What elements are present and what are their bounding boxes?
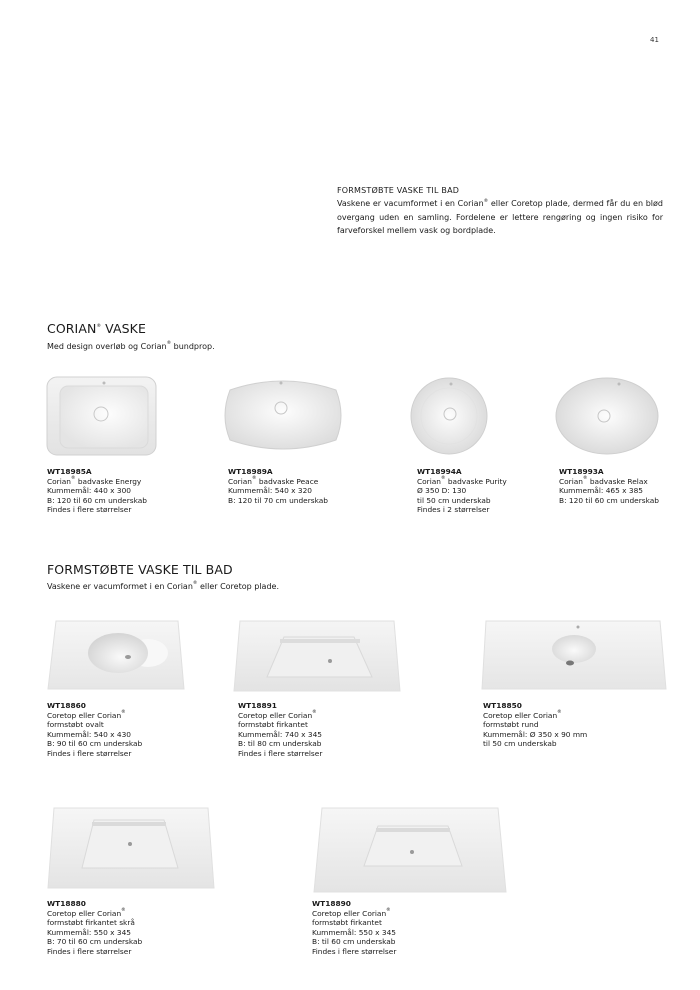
product-line: til 50 cm underskab bbox=[417, 495, 491, 505]
section2-subtitle: Vaskene er vacumformet i en Corian® eller Coretop plade. bbox=[47, 581, 279, 591]
intro-block bbox=[337, 184, 663, 238]
product-line: Kummemål: 550 x 345 bbox=[312, 927, 397, 937]
product-line: formstøbt firkantet bbox=[238, 720, 308, 730]
product-line: Ø 350 D: 130 bbox=[417, 486, 467, 496]
intro-text: Vaskene er vacumformet i en Corian® eller Coretop plade, dermed får du en blød overgang uden en samling. Fordelene er lettere rengøring og ingen risiko for farveforskel mellem vask og bordplade. bbox=[337, 198, 664, 236]
product-wt18989a bbox=[228, 467, 328, 505]
product-wt18860 bbox=[47, 701, 142, 759]
product-line: Corian® badvaske Energy bbox=[47, 476, 142, 486]
product-line: Kummemål: 540 x 320 bbox=[228, 486, 313, 496]
product-line: B: 70 til 60 cm underskab bbox=[47, 937, 143, 947]
section1-subtitle: Med design overløb og Corian® bundprop. bbox=[47, 341, 215, 351]
product-line: formstøbt ovalt bbox=[47, 720, 104, 730]
product-line: B: til 80 cm underskab bbox=[238, 739, 322, 749]
product-line: Coretop eller Corian® bbox=[47, 908, 126, 918]
intro-heading: FORMSTØBTE VASKE TIL BAD bbox=[337, 186, 460, 195]
sink-image-square bbox=[232, 619, 402, 693]
product-line: Findes i 2 størrelser bbox=[417, 505, 490, 515]
product-wt18994a bbox=[417, 467, 507, 515]
product-line: Kummemål: 440 x 300 bbox=[47, 486, 132, 496]
product-line: B: 120 til 60 cm underskab bbox=[559, 495, 659, 505]
product-line: Findes i flere størrelser bbox=[312, 946, 397, 956]
section2-header bbox=[47, 562, 233, 577]
product-line: Coretop eller Corian® bbox=[47, 710, 126, 720]
product-line: Findes i flere størrelser bbox=[238, 748, 323, 758]
product-code: WT18890 bbox=[312, 899, 351, 908]
sink-image-relax bbox=[554, 376, 660, 456]
sink-image-square-2 bbox=[312, 806, 508, 894]
product-wt18985a bbox=[47, 467, 147, 515]
product-line: Kummemål: Ø 350 x 90 mm bbox=[483, 729, 588, 739]
product-wt18880 bbox=[47, 899, 142, 957]
product-line: Kummemål: 740 x 345 bbox=[238, 729, 323, 739]
product-line: til 50 cm underskab bbox=[483, 739, 557, 749]
product-code: WT18989A bbox=[228, 467, 273, 476]
product-line: Findes i flere størrelser bbox=[47, 505, 132, 515]
product-code: WT18850 bbox=[483, 701, 522, 710]
product-line: Findes i flere størrelser bbox=[47, 748, 132, 758]
product-code: WT18860 bbox=[47, 701, 86, 710]
section2-title: FORMSTØBTE VASKE TIL BAD bbox=[47, 562, 233, 577]
product-line: Findes i flere størrelser bbox=[47, 946, 132, 956]
product-line: formstøbt firkantet bbox=[312, 918, 382, 928]
page-number: 41 bbox=[650, 36, 659, 44]
product-line: Corian® badvaske Peace bbox=[228, 476, 319, 486]
product-line: Coretop eller Corian® bbox=[483, 710, 562, 720]
product-line: formstøbt firkantet skrå bbox=[47, 918, 135, 928]
section1-title: CORIAN® VASKE bbox=[47, 321, 146, 336]
sink-image-energy bbox=[46, 376, 158, 456]
product-wt18890 bbox=[312, 899, 396, 957]
sink-image-peace bbox=[222, 376, 344, 454]
section1-header bbox=[47, 321, 146, 336]
product-line: B: 120 til 60 cm underskab bbox=[47, 495, 147, 505]
product-code: WT18891 bbox=[238, 701, 277, 710]
product-line: B: til 60 cm underskab bbox=[312, 937, 396, 947]
product-wt18891 bbox=[238, 701, 322, 759]
product-line: formstøbt rund bbox=[483, 720, 539, 730]
product-code: WT18994A bbox=[417, 467, 462, 476]
product-code: WT18985A bbox=[47, 467, 92, 476]
product-line: B: 120 til 70 cm underskab bbox=[228, 495, 328, 505]
sink-image-round bbox=[480, 619, 668, 691]
product-code: WT18880 bbox=[47, 899, 86, 908]
product-line: Corian® badvaske Relax bbox=[559, 476, 648, 486]
sink-image-oval bbox=[46, 619, 186, 691]
product-line: Corian® badvaske Purity bbox=[417, 476, 507, 486]
sink-image-square-slanted bbox=[46, 806, 216, 890]
product-wt18993a bbox=[559, 467, 659, 505]
product-line: Coretop eller Corian® bbox=[238, 710, 317, 720]
product-line: B: 90 til 60 cm underskab bbox=[47, 739, 143, 749]
product-wt18850 bbox=[483, 701, 587, 749]
product-line: Coretop eller Corian® bbox=[312, 908, 391, 918]
sink-image-purity bbox=[409, 376, 489, 456]
product-line: Kummemål: 550 x 345 bbox=[47, 927, 132, 937]
product-line: Kummemål: 540 x 430 bbox=[47, 729, 132, 739]
product-code: WT18993A bbox=[559, 467, 604, 476]
product-line: Kummemål: 465 x 385 bbox=[559, 486, 644, 496]
